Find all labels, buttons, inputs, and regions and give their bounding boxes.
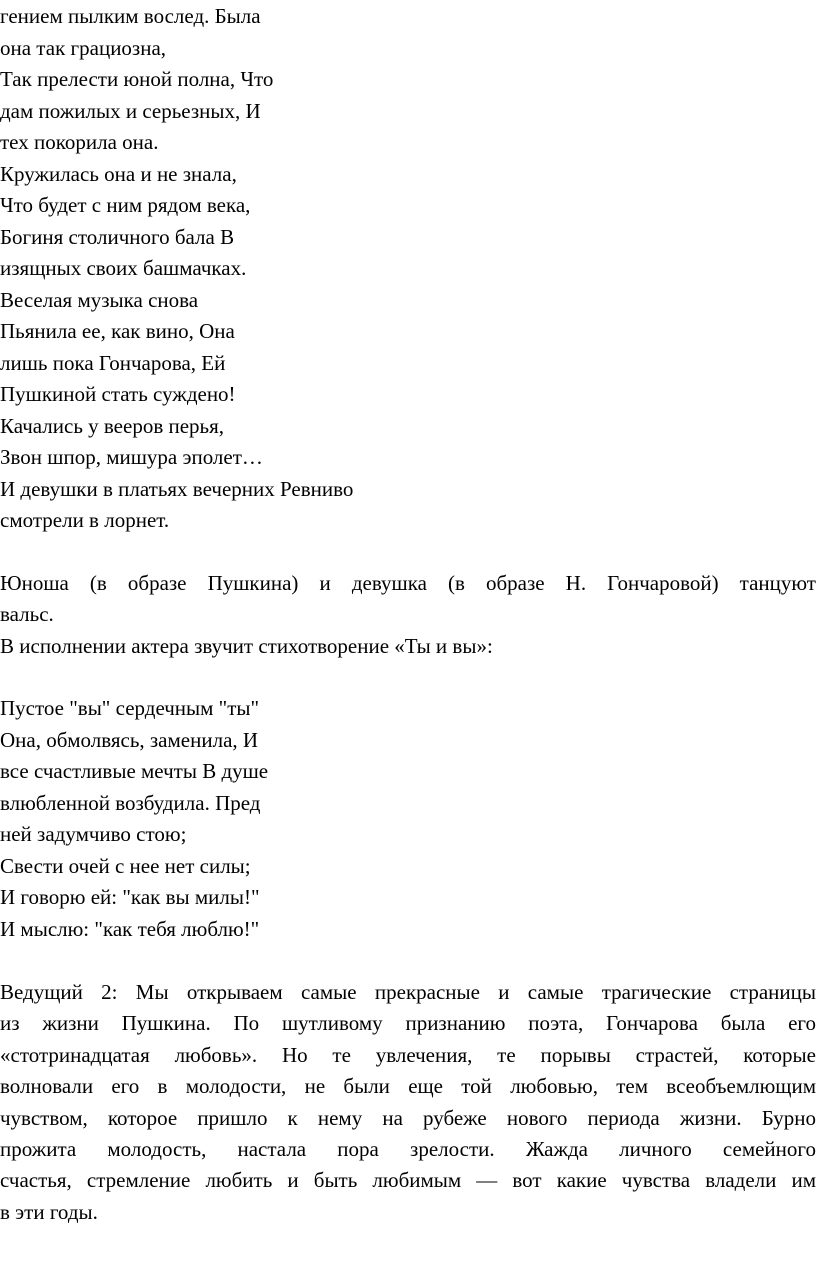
- poem-line: И мыслю: "как тебя люблю!": [0, 917, 260, 941]
- paragraph-line: «стотринадцатая любовь». Но те увлечения, те порывы страстей, которые: [0, 1042, 816, 1067]
- poem-line: Свести очей с нее нет силы;: [0, 854, 251, 878]
- poem-line: ней задумчиво стою;: [0, 822, 187, 846]
- poem-line: И девушки в платьях вечерних Ревниво: [0, 477, 354, 501]
- poem-line: Веселая музыка снова: [0, 288, 199, 312]
- paragraph-line: волновали его в молодости, не были еще той любовью, тем всеобъемлющим: [0, 1074, 816, 1099]
- paragraph-line: в эти годы.: [0, 1199, 98, 1224]
- paragraph-line: чувством, которое пришло к нему на рубеже нового периода жизни. Бурно: [0, 1105, 816, 1130]
- paragraph-line: из жизни Пушкина. По шутливому признанию поэта, Гончарова была его: [0, 1011, 816, 1036]
- poem-line: тех покорила она.: [0, 130, 159, 154]
- poem-line: Так прелести юной полна, Что: [0, 67, 274, 91]
- paragraph-line: счастья, стремление любить и быть любимым — вот какие чувства владели им: [0, 1168, 816, 1193]
- poem-line: гением пылким вослед. Была: [0, 4, 261, 28]
- poem-line: Что будет с ним рядом века,: [0, 193, 251, 217]
- poem-line: все счастливые мечты В душе: [0, 759, 269, 783]
- poem-line: Богиня столичного бала В: [0, 225, 235, 249]
- paragraph-line: прожита молодость, настала пора зрелости. Жажда личного семейного: [0, 1137, 816, 1162]
- host-paragraph: [0, 977, 816, 1228]
- poem-line: Пушкиной стать суждено!: [0, 382, 236, 406]
- poem-line: Она, обмолвясь, заменила, И: [0, 728, 259, 752]
- stage-direction-line: В исполнении актера звучит стихотворение «Ты и вы»:: [0, 633, 493, 658]
- poem-line: Качались у вееров перья,: [0, 414, 225, 438]
- poem-line: она так грациозна,: [0, 36, 167, 60]
- stage-direction-line: вальс.: [0, 602, 54, 627]
- poem-line: Пустое "вы" сердечным "ты": [0, 696, 260, 720]
- poem-line: Звон шпор, мишура эполет…: [0, 445, 263, 469]
- poem-line: Пьянила ее, как вино, Она: [0, 319, 235, 343]
- poem-line: влюбленной возбудила. Пред: [0, 791, 261, 815]
- stage-direction-line: Юноша (в образе Пушкина) и девушка (в образе Н. Гончаровой) танцуют: [0, 571, 816, 595]
- poem-line: И говорю ей: "как вы милы!": [0, 885, 260, 909]
- stage-direction: [0, 568, 816, 662]
- poem-line: дам пожилых и серьезных, И: [0, 99, 261, 123]
- poem-line: лишь пока Гончарова, Ей: [0, 351, 226, 375]
- poem-line: Кружилась она и не знала,: [0, 162, 237, 186]
- paragraph-line: Ведущий 2: Мы открываем самые прекрасные и самые трагические страницы: [0, 980, 816, 1004]
- poem-line: изящных своих башмачках.: [0, 256, 247, 280]
- poem-line: смотрели в лорнет.: [0, 508, 170, 532]
